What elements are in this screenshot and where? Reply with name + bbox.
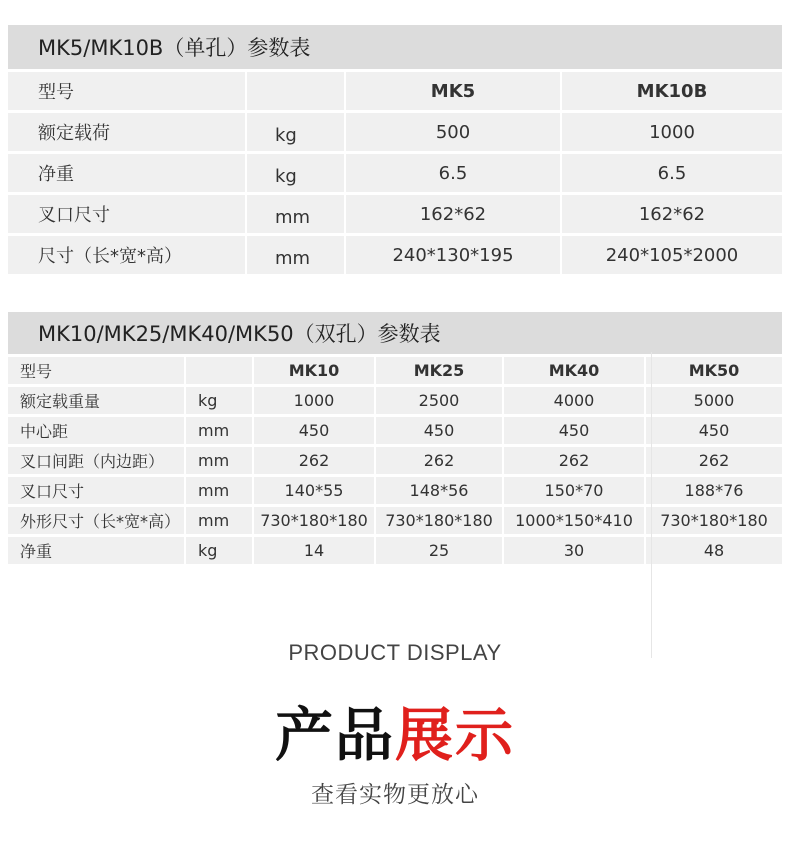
row-value: 730*180*180: [376, 507, 502, 534]
header-cell: MK10B: [562, 72, 782, 110]
section-title-english: PRODUCT DISPLAY: [288, 640, 502, 665]
row-value: 140*55: [254, 477, 374, 504]
row-value: 262: [646, 447, 782, 474]
row-value: 450: [646, 417, 782, 444]
table-row: [8, 387, 782, 414]
row-label: 叉口间距（内边距）: [8, 447, 184, 474]
row-value: 1000: [254, 387, 374, 414]
row-label: 外形尺寸（长*宽*高）: [8, 507, 184, 534]
row-value: 188*76: [646, 477, 782, 504]
single-hole-spec-table: [8, 25, 782, 274]
row-value: 240*105*2000: [562, 236, 782, 274]
header-cell: [186, 357, 252, 384]
double-hole-spec-table: [8, 312, 782, 564]
table-header-row: [8, 72, 782, 110]
row-unit: kg: [186, 537, 252, 564]
row-value: 450: [504, 417, 644, 444]
row-value: 14: [254, 537, 374, 564]
row-label: 叉口尺寸: [8, 477, 184, 504]
row-value: 500: [346, 113, 560, 151]
row-value: 6.5: [562, 154, 782, 192]
table-header-row: [8, 357, 782, 384]
table-row: [8, 477, 782, 504]
divider-line: [651, 352, 652, 658]
row-value: 2500: [376, 387, 502, 414]
row-value: 25: [376, 537, 502, 564]
row-value: 450: [254, 417, 374, 444]
row-value: 30: [504, 537, 644, 564]
section-title: [0, 688, 790, 772]
table-row: [8, 417, 782, 444]
section-subtitle: 查看实物更放心: [311, 782, 479, 808]
section-title-part2: 展示: [395, 701, 516, 769]
header-cell: [247, 72, 344, 110]
header-cell: MK10: [254, 357, 374, 384]
row-unit: mm: [186, 417, 252, 444]
row-label: 额定载荷: [8, 113, 245, 151]
row-label: 额定载重量: [8, 387, 184, 414]
row-value: 5000: [646, 387, 782, 414]
row-unit: kg: [247, 154, 344, 192]
row-value: 148*56: [376, 477, 502, 504]
table-row: [8, 195, 782, 233]
table-row: [8, 507, 782, 534]
header-cell: MK5: [346, 72, 560, 110]
header-cell: 型号: [8, 72, 245, 110]
row-value: 4000: [504, 387, 644, 414]
row-unit: mm: [186, 477, 252, 504]
row-value: 262: [504, 447, 644, 474]
header-cell: MK25: [376, 357, 502, 384]
header-cell: MK40: [504, 357, 644, 384]
row-value: 730*180*180: [254, 507, 374, 534]
row-value: 6.5: [346, 154, 560, 192]
row-value: 162*62: [562, 195, 782, 233]
row-label: 净重: [8, 154, 245, 192]
section-title-part1: 产品: [274, 701, 395, 769]
header-cell: 型号: [8, 357, 184, 384]
row-value: 262: [254, 447, 374, 474]
row-value: 450: [376, 417, 502, 444]
header-cell: MK50: [646, 357, 782, 384]
table-title: MK5/MK10B（单孔）参数表: [8, 25, 782, 69]
row-value: 1000: [562, 113, 782, 151]
row-unit: mm: [186, 507, 252, 534]
row-unit: kg: [247, 113, 344, 151]
row-label: 叉口尺寸: [8, 195, 245, 233]
row-label: 尺寸（长*宽*高）: [8, 236, 245, 274]
row-unit: mm: [247, 236, 344, 274]
row-value: 150*70: [504, 477, 644, 504]
table-title: MK10/MK25/MK40/MK50（双孔）参数表: [8, 312, 782, 354]
row-label: 净重: [8, 537, 184, 564]
row-value: 730*180*180: [646, 507, 782, 534]
table-row: [8, 537, 782, 564]
row-value: 240*130*195: [346, 236, 560, 274]
row-label: 中心距: [8, 417, 184, 444]
row-value: 1000*150*410: [504, 507, 644, 534]
row-unit: mm: [186, 447, 252, 474]
row-value: 162*62: [346, 195, 560, 233]
row-value: 262: [376, 447, 502, 474]
table-row: [8, 154, 782, 192]
table-row: [8, 447, 782, 474]
row-value: 48: [646, 537, 782, 564]
row-unit: mm: [247, 195, 344, 233]
row-unit: kg: [186, 387, 252, 414]
table-row: [8, 236, 782, 274]
table-row: [8, 113, 782, 151]
